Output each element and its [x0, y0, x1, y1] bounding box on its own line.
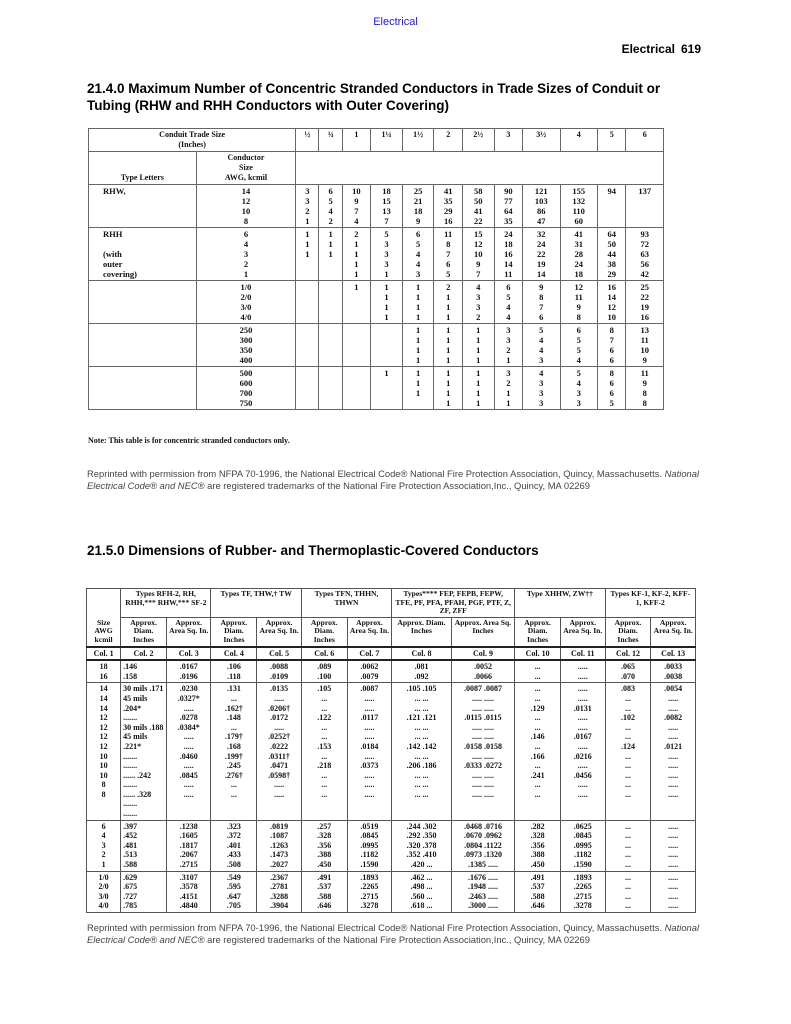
- conductor-count-cell: 1 1 1 1: [434, 367, 462, 410]
- dimension-cell: ... ... ... ... ...: [605, 820, 651, 871]
- conductor-group-row: [89, 324, 664, 367]
- column-number: Col. 7: [347, 647, 392, 661]
- size-cell: 18 16: [87, 660, 121, 683]
- conductor-count-cell: 11 8 7 6 5: [434, 228, 462, 281]
- dimension-cell: ... ... ... ...: [605, 871, 651, 912]
- table-note: Note: This table is for concentric stranded conductors only.: [88, 436, 290, 445]
- dimension-cell: .629 .675 .727 .785: [121, 871, 167, 912]
- column-number: Col. 8: [392, 647, 451, 661]
- trade-size-row: [89, 129, 664, 152]
- conductor-count-cell: 6 5 4 2: [319, 185, 342, 228]
- running-head: [616, 42, 701, 56]
- dimension-cell: .0033 .0038: [651, 660, 696, 683]
- conductor-count-cell: 32 24 22 19 14: [523, 228, 560, 281]
- conductor-count-cell: [371, 324, 403, 367]
- sub-header: Approx. Diam. Inches: [605, 617, 651, 646]
- credit-italic: National Electrical Code® and NEC®: [87, 468, 700, 491]
- column-number: Col. 11: [560, 647, 605, 661]
- column-number: Col. 10: [515, 647, 561, 661]
- conductor-size-label: Conductor Size AWG, kcmil: [196, 152, 296, 185]
- header-spacer: [296, 152, 664, 185]
- sub-header: Approx. Diam. Inches: [392, 617, 451, 646]
- conductor-count-table: [88, 128, 664, 410]
- column-number-row: [87, 647, 696, 661]
- trade-size-header: 1¼: [371, 129, 403, 152]
- conductor-count-cell: 2 1 1 1: [434, 281, 462, 324]
- dimension-cell: .257 .328 .356 .388 .450: [301, 820, 347, 871]
- dimension-cell: .0819 .1087 .1263 .1473 .2027: [257, 820, 302, 871]
- type-letters-cell: [89, 367, 197, 410]
- dimension-cell: .491 .537 .588 .646: [515, 871, 561, 912]
- trade-size-header: 4: [560, 129, 597, 152]
- dimension-cell: .065 .070: [605, 660, 651, 683]
- dimension-cell: .244 .302 .292 .350 .320 .378 .352 .410 .420 ...: [392, 820, 451, 871]
- dimension-cell: .549 .595 .647 .705: [211, 871, 257, 912]
- sub-header: Approx. Diam. Inches: [121, 617, 167, 646]
- table-body: [87, 647, 696, 913]
- conductor-count-cell: [296, 281, 319, 324]
- sub-header: Approx. Area Sq. In.: [347, 617, 392, 646]
- group-header: Types TF, THW,† TW: [211, 589, 301, 618]
- conductor-count-cell: 18 15 13 7: [371, 185, 403, 228]
- column-number: Col. 2: [121, 647, 167, 661]
- group-header: Types**** FEP, FEPB, FEPW, TFE, PF, PFA, PFAH, PGF, PTF, Z, ZF, ZFF: [392, 589, 515, 618]
- conductor-group-row: [89, 367, 664, 410]
- column-number: Col. 9: [451, 647, 515, 661]
- dimension-block-row: [87, 820, 696, 871]
- dimension-cell: .0088 .0109: [257, 660, 302, 683]
- sub-header-row: [87, 617, 696, 646]
- dimension-block-row: [87, 660, 696, 683]
- group-header: Types TFN, THHN, THWN: [301, 589, 391, 618]
- trade-size-header: 3½: [523, 129, 560, 152]
- type-letters-cell: RHH (with outer covering): [89, 228, 197, 281]
- dimension-cell: .089 .100: [301, 660, 347, 683]
- sub-header: Approx. Area Sq. In.: [651, 617, 696, 646]
- dimension-cell: .105 ... ... .122 ... ... .153 ... .218 ... ... ...: [301, 683, 347, 820]
- dimension-cell: .397 .452 .481 .513 .588: [121, 820, 167, 871]
- dimension-block-row: [87, 871, 696, 912]
- dimension-cell: .0052 .0066: [451, 660, 515, 683]
- conductor-count-cell: 16 14 12 10: [597, 281, 625, 324]
- conductor-count-cell: [342, 367, 370, 410]
- conductor-count-cell: 5 4 4 3: [523, 324, 560, 367]
- conductor-count-cell: [319, 324, 342, 367]
- conductor-count-cell: 25 21 18 9: [402, 185, 434, 228]
- conductor-count-cell: 15 12 10 9 7: [462, 228, 494, 281]
- conductor-count-cell: 12 11 9 8: [560, 281, 597, 324]
- conductor-count-cell: 1 1 1 1: [402, 324, 434, 367]
- dimension-cell: ..... ..... ..... ..... .....: [651, 820, 696, 871]
- trade-size-label: Conduit Trade Size (Inches): [89, 129, 296, 152]
- dimension-cell: .0087 ..... ..... .0117 ..... ..... .0184 ..... .0373 ..... ..... .....: [347, 683, 392, 820]
- conductor-count-cell: 1 1 1: [296, 228, 319, 281]
- dimension-cell: .0087 .0087 ..... ..... ..... ..... .0115 .0115 ..... ..... ..... ..... .0158 .0158 ..... ..... .0333 .0272 ..... ..... ..... ..... ..... .....: [451, 683, 515, 820]
- dimension-block-row: [87, 683, 696, 820]
- group-header: Type XHHW, ZW††: [515, 589, 605, 618]
- conductor-count-cell: 24 18 16 14 11: [494, 228, 522, 281]
- sub-header: Approx. Diam. Inches: [301, 617, 347, 646]
- section-title-21-5: 21.5.0 Dimensions of Rubber- and Thermoplastic-Covered Conductors: [87, 543, 539, 558]
- dimension-cell: .0062 .0079: [347, 660, 392, 683]
- conductor-count-cell: 41 31 28 24 18: [560, 228, 597, 281]
- conductor-count-cell: 1: [342, 281, 370, 324]
- conductor-group-row: [89, 228, 664, 281]
- credit-italic: National Electrical Code® and NEC®: [87, 922, 700, 945]
- conductor-count-cell: 64 50 44 38 29: [597, 228, 625, 281]
- conductor-count-cell: 6 5 5 4: [560, 324, 597, 367]
- section-title-21-4: 21.4.0 Maximum Number of Concentric Stranded Conductors in Trade Sizes of Conduit or Tubing (RHW and RHH Conductors with Outer Covering): [87, 81, 661, 113]
- size-header-spacer: Size AWG kcmil: [87, 589, 121, 647]
- conductor-count-cell: 1 1 1 1: [434, 324, 462, 367]
- trade-size-header: 2: [434, 129, 462, 152]
- page-number: 619: [680, 42, 701, 56]
- trade-size-header: 5: [597, 129, 625, 152]
- conductor-count-cell: [296, 324, 319, 367]
- dimension-cell: .1238 .1605 .1817 .2067 .2715: [166, 820, 211, 871]
- credit-main: Reprinted with permission from NFPA 70-1996, the National Electrical Code® National Fire Protection Association, Quincy, Massachusetts.: [87, 468, 663, 479]
- conductor-size-cell: 250 300 350 400: [196, 324, 296, 367]
- size-cell: 6 4 3 2 1: [87, 820, 121, 871]
- conductor-count-cell: 155 132 110 60: [560, 185, 597, 228]
- running-title: Electrical: [621, 42, 675, 56]
- conductor-count-cell: 10 9 7 4: [342, 185, 370, 228]
- conductor-count-cell: 1: [371, 367, 403, 410]
- sub-header: Approx. Diam. Inches: [515, 617, 561, 646]
- dimension-cell: .106 .118: [211, 660, 257, 683]
- column-number: Col. 4: [211, 647, 257, 661]
- trade-size-header: 1½: [402, 129, 434, 152]
- dimension-cell: .0519 .0845 .0995 .1182 .1590: [347, 820, 392, 871]
- conductor-count-cell: 5 3 3 3 1: [371, 228, 403, 281]
- conductor-group-row: [89, 281, 664, 324]
- trade-size-header: 1: [342, 129, 370, 152]
- conductor-size-cell: 14 12 10 8: [196, 185, 296, 228]
- conductor-size-cell: 1/0 2/0 3/0 4/0: [196, 281, 296, 324]
- conductor-count-cell: [319, 367, 342, 410]
- trade-size-header: ½: [296, 129, 319, 152]
- group-header: Types KF-1, KF-2, KFF-1, KFF-2: [605, 589, 695, 618]
- dimension-cell: .282 .328 .356 .388 .450: [515, 820, 561, 871]
- conductor-count-cell: 1 1 1: [402, 367, 434, 410]
- conductor-count-cell: 58 50 41 22: [462, 185, 494, 228]
- dimension-cell: ..... .....: [560, 660, 605, 683]
- sub-header: Approx. Area Sq. In.: [560, 617, 605, 646]
- dimension-cell: 30 mils .171 45 mils .204* ....... 30 mils .188 45 mils .221* ....... ....... ...... .242 ....... ...... .328 ....... .......: [121, 683, 167, 820]
- conductor-count-cell: 25 22 19 16: [626, 281, 664, 324]
- credit-main: Reprinted with permission from NFPA 70-1996, the National Electrical Code® National Fire Protection Association, Quincy, Massachusetts.: [87, 922, 663, 933]
- table-body: [89, 185, 664, 410]
- conductor-count-cell: 6 5 4 4: [494, 281, 522, 324]
- conductor-count-cell: 3 3 2 1: [494, 324, 522, 367]
- size-cell: 14 14 14 12 12 12 12 10 10 10 8 8: [87, 683, 121, 820]
- type-letters-cell: RHW,: [89, 185, 197, 228]
- dimension-cell: .0167 .0196: [166, 660, 211, 683]
- sub-header: Approx. Diam. Inches: [211, 617, 257, 646]
- group-header: Types RFH-2, RH, RHH,*** RHW,*** SF-2: [121, 589, 211, 618]
- conductor-count-cell: 93 72 63 56 42: [626, 228, 664, 281]
- dimension-cell: ..... ..... ..... .....: [651, 871, 696, 912]
- conductor-count-cell: 2 1 1 1 1: [342, 228, 370, 281]
- column-number: Col. 3: [166, 647, 211, 661]
- dimension-cell: .2367 .2781 .3288 .3904: [257, 871, 302, 912]
- sub-header: Approx. Area Sq. In.: [257, 617, 302, 646]
- conductor-count-cell: [342, 324, 370, 367]
- size-cell: 1/0 2/0 3/0 4/0: [87, 871, 121, 912]
- conductor-group-row: [89, 185, 664, 228]
- dimension-cell: .146 .158: [121, 660, 167, 683]
- dimension-cell: .083 ... ... .102 ... ... .124 ... ... ... ... ...: [605, 683, 651, 820]
- dimension-cell: .081 .092: [392, 660, 451, 683]
- sub-header: Approx. Area Sq. Inches: [451, 617, 515, 646]
- conductor-count-cell: 5 4 3 3: [560, 367, 597, 410]
- dimension-cell: ..... ..... .0131 ..... ..... .0167 ..... .0216 ..... .0456 ..... .....: [560, 683, 605, 820]
- dimension-cell: .462 ... .498 ... .560 ... .618 ...: [392, 871, 451, 912]
- conductor-count-cell: 1 1 1 1: [371, 281, 403, 324]
- conductor-size-cell: 6 4 3 2 1: [196, 228, 296, 281]
- sub-header: Approx. Area Sq. In.: [166, 617, 211, 646]
- conductor-count-cell: 6 5 4 4 3: [402, 228, 434, 281]
- dimension-cell: .0230 .0327* ..... .0278 .0384* ..... ..... .0460 ..... .0845 ..... .....: [166, 683, 211, 820]
- dimension-cell: ... ... .129 ... ... .146 ... .166 ... .241 ... ...: [515, 683, 561, 820]
- column-label-row: [89, 152, 664, 185]
- conductor-count-cell: 9 8 7 6: [523, 281, 560, 324]
- dimension-cell: .1893 .2265 .2715 .3278: [560, 871, 605, 912]
- dimension-cell: .491 .537 .588 .646: [301, 871, 347, 912]
- conductor-count-cell: 90 77 64 35: [494, 185, 522, 228]
- dimension-cell: .0054 ..... ..... .0082 ..... ..... .0121 ..... ..... ..... ..... .....: [651, 683, 696, 820]
- trade-size-header: 3: [494, 129, 522, 152]
- conductor-count-cell: 13 11 10 9: [626, 324, 664, 367]
- credit-text: [87, 468, 707, 492]
- conductor-count-cell: 94: [597, 185, 625, 228]
- column-number: Col. 1: [87, 647, 121, 661]
- conductor-count-cell: 8 6 6 5: [597, 367, 625, 410]
- dimension-cell: .131 ... .162† .148 ... .179† .168 .199† .245 .276† ... ...: [211, 683, 257, 820]
- conductor-count-cell: 1 1 1 1: [462, 367, 494, 410]
- conductor-count-cell: 4 3 3 3: [523, 367, 560, 410]
- top-link-electrical[interactable]: Electrical: [373, 16, 418, 28]
- type-letters-cell: [89, 281, 197, 324]
- conductor-count-cell: 1 1 1 1: [462, 324, 494, 367]
- dimension-cell: ... ...: [515, 660, 561, 683]
- dimension-cell: .1676 ..... .1948 ..... .2463 ..... .3000 .....: [451, 871, 515, 912]
- conductor-count-cell: 121 103 86 47: [523, 185, 560, 228]
- dimension-cell: .0135 ..... .0206† .0172 ..... .0252† .0222 .0311† .0471 .0598† ..... .....: [257, 683, 302, 820]
- credit-end: are registered trademarks of the National Fire Protection Association,Inc., Quincy, MA 02269: [207, 934, 590, 945]
- dimension-cell: .323 .372 .401 .433 .508: [211, 820, 257, 871]
- conductor-count-cell: 1 1 1: [319, 228, 342, 281]
- dimension-cell: .0625 .0845 .0995 .1182 .1590: [560, 820, 605, 871]
- dimensions-table: [86, 588, 696, 913]
- conductor-count-cell: 3 3 2 1: [296, 185, 319, 228]
- type-letters-cell: [89, 324, 197, 367]
- conductor-count-cell: 41 35 29 16: [434, 185, 462, 228]
- dimension-cell: .3107 .3578 .4151 .4840: [166, 871, 211, 912]
- column-number: Col. 13: [651, 647, 696, 661]
- conductor-count-cell: 8 7 6 6: [597, 324, 625, 367]
- conductor-count-cell: [296, 367, 319, 410]
- column-number: Col. 6: [301, 647, 347, 661]
- trade-size-header: 2½: [462, 129, 494, 152]
- conductor-count-cell: [319, 281, 342, 324]
- credit-text-2: [87, 922, 707, 946]
- conductor-count-cell: 3 2 1 1: [494, 367, 522, 410]
- column-number: Col. 12: [605, 647, 651, 661]
- trade-size-header: 6: [626, 129, 664, 152]
- conductor-count-cell: 137: [626, 185, 664, 228]
- trade-size-header: ¾: [319, 129, 342, 152]
- conductor-count-cell: 4 3 3 2: [462, 281, 494, 324]
- group-header-row: [87, 589, 696, 618]
- conductor-count-cell: 1 1 1 1: [402, 281, 434, 324]
- column-number: Col. 5: [257, 647, 302, 661]
- credit-end: are registered trademarks of the National Fire Protection Association,Inc., Quincy, MA 02269: [207, 480, 590, 491]
- conductor-size-cell: 500 600 700 750: [196, 367, 296, 410]
- dimension-cell: .0468 .0716 .0670 .0962 .0804 .1122 .0973 .1320 .1385 .....: [451, 820, 515, 871]
- dimension-cell: .1893 .2265 .2715 .3278: [347, 871, 392, 912]
- type-letters-label: Type Letters: [89, 152, 197, 185]
- conductor-count-cell: 11 9 8 8: [626, 367, 664, 410]
- dimension-cell: .105 .105 ... ... ... ... .121 .121 ... ... ... ... .142 .142 ... ... .206 .186 ... ... ... ... ... ...: [392, 683, 451, 820]
